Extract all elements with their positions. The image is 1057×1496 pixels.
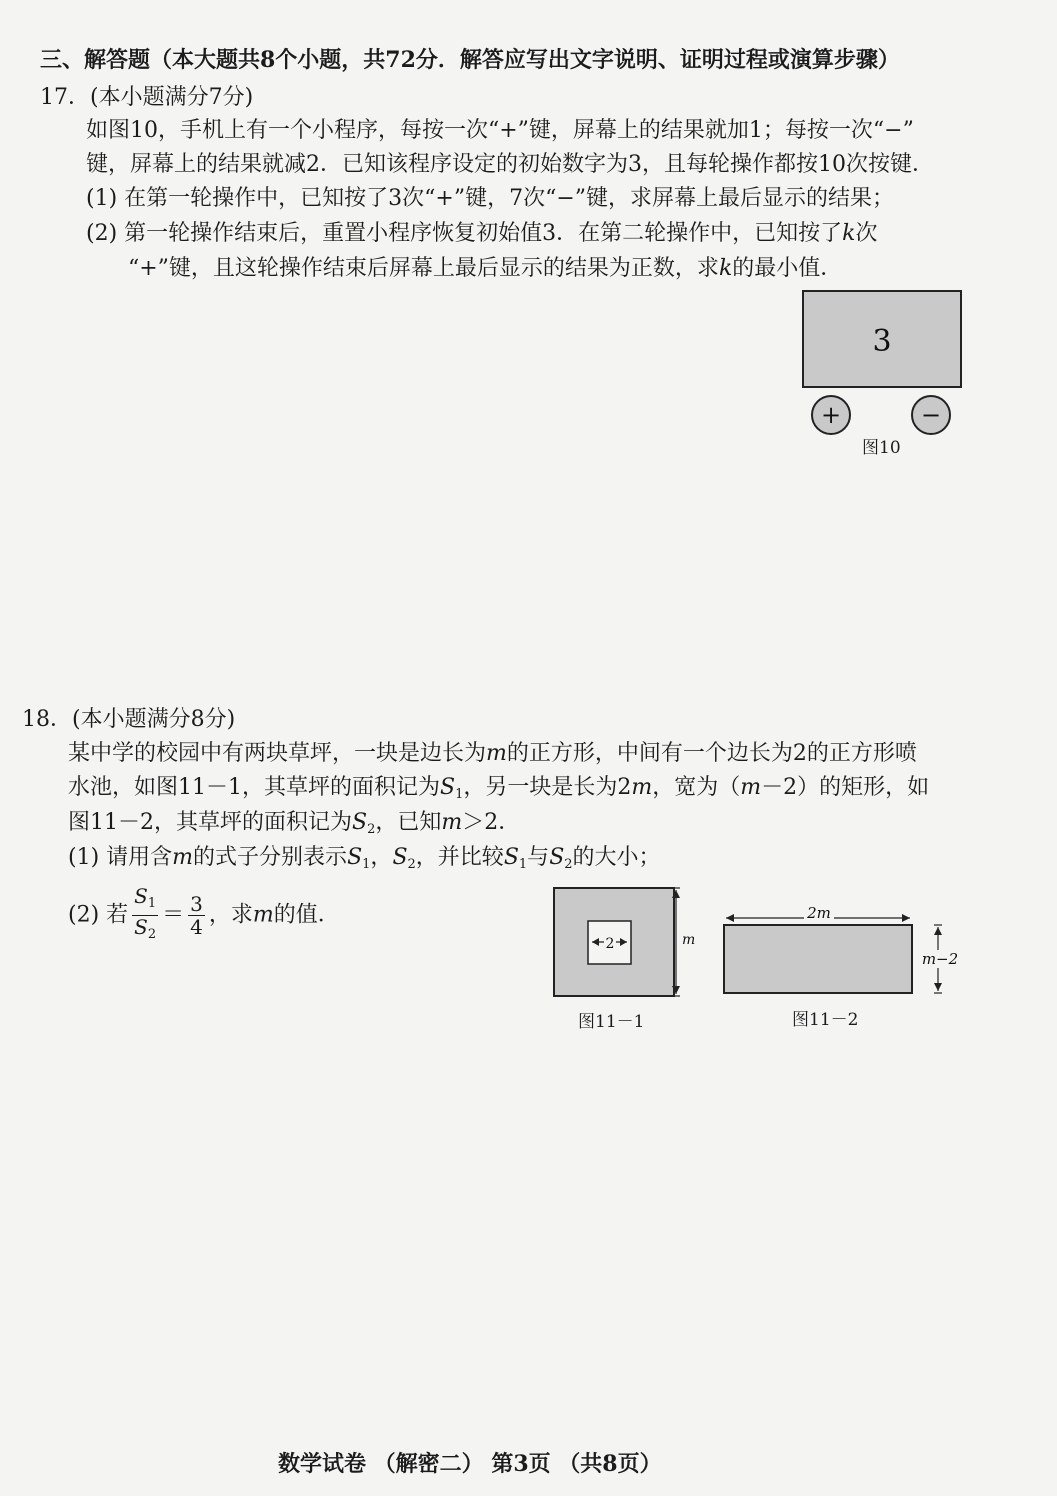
minus-key-symbol: − [920,401,942,429]
q17-part2-line2: “+”键，且这轮操作结束后屏幕上最后显示的结果为正数，求k的最小值． [128,256,843,281]
figure-11-1 [548,882,698,1007]
q18-part2: (2) 若 $\frac{S_1}{S_2}$ ＝ $\frac{3}{4}$ ，求m的值． [68,885,340,946]
fraction-s1-s2: $\frac{S_1}{S_2}$ [134,884,157,942]
rectangle-width-label: m−2 [921,950,959,968]
fraction-3-4: $\frac{3}{4}$ [190,892,203,939]
screen-value: 3 [872,324,892,359]
figure-10 [795,285,975,440]
q18-stem-line2: 水池，如图11－1，其草坪的面积记为$S_1$，另一块是长为2m，宽为（m－2）的矩形，如 [68,775,930,802]
q17-stem-line2: 键，屏幕上的结果就减2．已知该程序设定的初始数字为3，且每轮操作都按10次按键． [86,152,934,177]
figure-11-2-caption: 图11－2 [792,1010,859,1030]
q18-part1: (1) 请用含m的式子分别表示$S_1$，$S_2$，并比较$S_1$与$S_2$的大小； [68,845,661,872]
q17-part2-line1: (2) 第一轮操作结束后，重置小程序恢复初始值3．在第二轮操作中，已知按了k次 [86,221,878,246]
q17-stem-line1: 如图10，手机上有一个小程序，每按一次“+”键，屏幕上的结果就加1；每按一次“−” [86,118,914,143]
pool-side-label: 2 [605,936,615,952]
figure-11-1-caption: 图11－1 [578,1012,645,1032]
page-footer: 数学试卷 （解密二） 第3页 （共8页） [278,1451,662,1477]
section-heading: 三、解答题（本大题共8个小题，共72分．解答应写出文字说明、证明过程或演算步骤） [40,47,900,73]
plus-key-symbol: + [820,401,842,429]
figure-11-2 [716,898,966,1003]
rectangle-length-label: 2m [807,904,831,922]
q18-stem-line3: 图11－2，其草坪的面积记为$S_2$，已知m＞2． [68,810,521,837]
rectangle-lawn [724,925,912,993]
square-side-label: m [682,932,696,948]
q18-number: 18．(本小题满分8分) [22,707,236,732]
q18-stem-line1: 某中学的校园中有两块草坪，一块是边长为m的正方形，中间有一个边长为2的正方形喷 [68,741,917,766]
figure-10-caption: 图10 [862,438,901,458]
q17-number: 17．(本小题满分7分) [40,85,254,110]
q17-part1: (1) 在第一轮操作中，已知按了3次“+”键，7次“−”键，求屏幕上最后显示的结果； [86,186,895,211]
